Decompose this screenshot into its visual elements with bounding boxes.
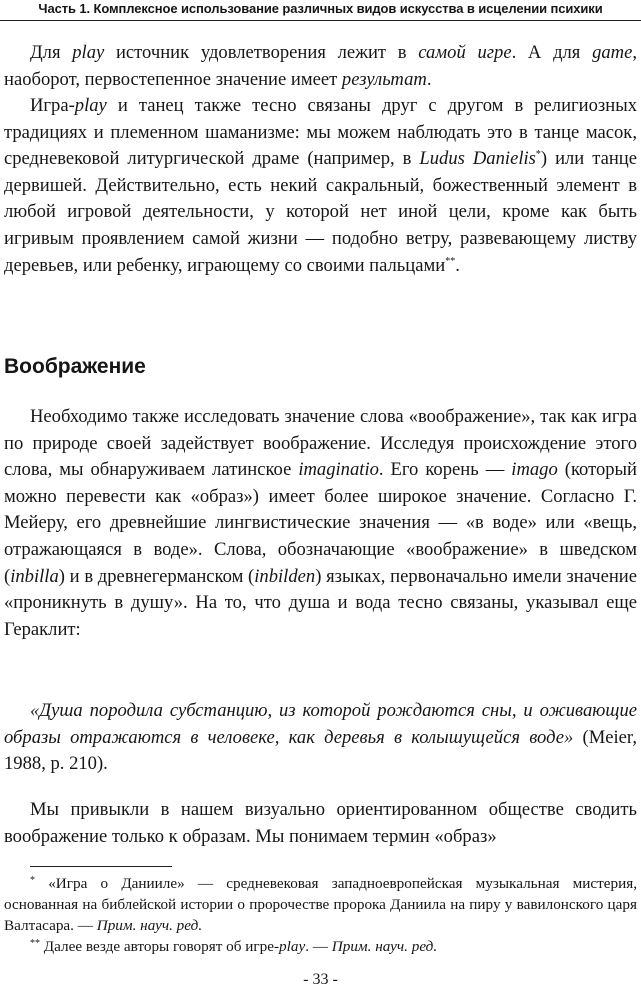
page-number: - 33 - xyxy=(303,971,338,988)
text-run: . А для xyxy=(511,42,593,63)
italic-term: play xyxy=(279,938,306,955)
text-run: Мы привыкли в нашем визуально ориентированном обществе сводить воображение только к образам. Мы понимаем термин «образ» xyxy=(4,799,637,847)
paragraph-text xyxy=(4,404,637,643)
paragraph-play-satisfaction xyxy=(0,40,641,93)
paragraph-imagination xyxy=(0,404,641,643)
running-header xyxy=(0,0,641,21)
text-run: . xyxy=(455,254,460,276)
italic-term: imago xyxy=(511,459,558,481)
text-run: ) языках, первоначально имели значение «проникнуть в душу». На то, что душа и вода тесно связаны, указывал еще Гераклит: xyxy=(4,565,637,640)
running-header-title: Часть 1. Комплексное использование различных видов искусства в исцелении психики xyxy=(38,1,603,16)
text-run: источник удовлетворения лежит в xyxy=(104,42,419,63)
footnote-mark: * xyxy=(30,875,35,886)
italic-term: play xyxy=(74,95,107,116)
text-run: . xyxy=(426,68,432,90)
text-run: и танец также тесно связаны друг с другом в религиозных традициях и племенном шаманизме: мы можем наблюдать это в танце масок, средневековой литургической драме (например, в xyxy=(4,95,637,170)
footnote-rule xyxy=(30,866,172,867)
block-quote xyxy=(0,698,641,778)
footnote-text: . — xyxy=(305,938,332,955)
text-run: , наоборот, первостепенное значение имеет xyxy=(4,42,637,90)
paragraph-text xyxy=(4,797,637,850)
text-run: (который можно перевести как «образ») имеет более широкое значение. Согласно Г. Мейеру, его древнейшие лингвистические значения — «в воде» или «вещь, отражающаяся в воде». Слова, обозначающие «воображение» в шведском ( xyxy=(4,459,637,587)
footnote-1 xyxy=(4,873,637,936)
italic-term: imaginatio xyxy=(298,459,379,481)
italic-term: самой игре xyxy=(418,42,512,63)
section-heading: Воображение xyxy=(4,355,146,378)
italic-term: inbilla xyxy=(10,565,59,587)
paragraph-text xyxy=(4,40,637,93)
footnote-2 xyxy=(4,936,637,957)
editor-note: Прим. науч. ред. xyxy=(96,917,203,934)
text-run: ) или танце дервишей. Действительно, есть некий сакральный, божественный элемент в любой игровой деятельности, у которой нет иной цели, кроме как быть игривым проявлением самой жизни — подобно ветру, развевающему листву деревьев, или ребенку, играющему со своими пальцами xyxy=(4,148,637,276)
italic-term: inbilden xyxy=(254,565,316,587)
italic-term: Ludus Danielis xyxy=(419,148,536,170)
quote-text xyxy=(4,698,637,778)
footnote-ref-1[interactable]: * xyxy=(535,149,541,161)
paragraph-text xyxy=(4,93,637,279)
footnotes xyxy=(0,873,641,957)
italic-term: play xyxy=(72,42,105,63)
footnote-text: Далее везде авторы говорят об игре- xyxy=(40,938,280,955)
quote-italic: «Душа породила субстанцию, из которой рождаются сны, и оживающие образы отражаются в человеке, как деревья в колышущейся воде» xyxy=(4,700,637,748)
text-run: . Его корень — xyxy=(378,459,512,481)
footnote-text: «Игра о Данииле» — средневековая западноевропейская музыкальная мистерия, основанная на библейской истории о пророчестве пророка Даниила на пиру у вавилонского царя Валтасара. — xyxy=(4,875,637,934)
paragraph-play-dance xyxy=(0,93,641,279)
italic-term: результат xyxy=(341,68,427,90)
quote-citation: (Meier, 1988, p. 210). xyxy=(4,726,637,775)
header-rule xyxy=(0,20,641,21)
editor-note: Прим. науч. ред. xyxy=(331,938,438,955)
paragraph-visual-society xyxy=(0,797,641,850)
text-run: Для xyxy=(30,42,73,63)
footnote-ref-2[interactable]: ** xyxy=(445,255,456,267)
italic-term: game xyxy=(592,42,633,63)
text-run: Необходимо также исследовать значение слова «воображение», так как игра по природе своей задействует воображение. Исследуя происхождение этого слова, мы обнаруживаем латинское xyxy=(4,406,637,481)
text-run: Игра- xyxy=(30,95,75,116)
text-run: ) и в древнегерманском ( xyxy=(58,565,255,587)
footnote-mark: ** xyxy=(30,938,40,949)
